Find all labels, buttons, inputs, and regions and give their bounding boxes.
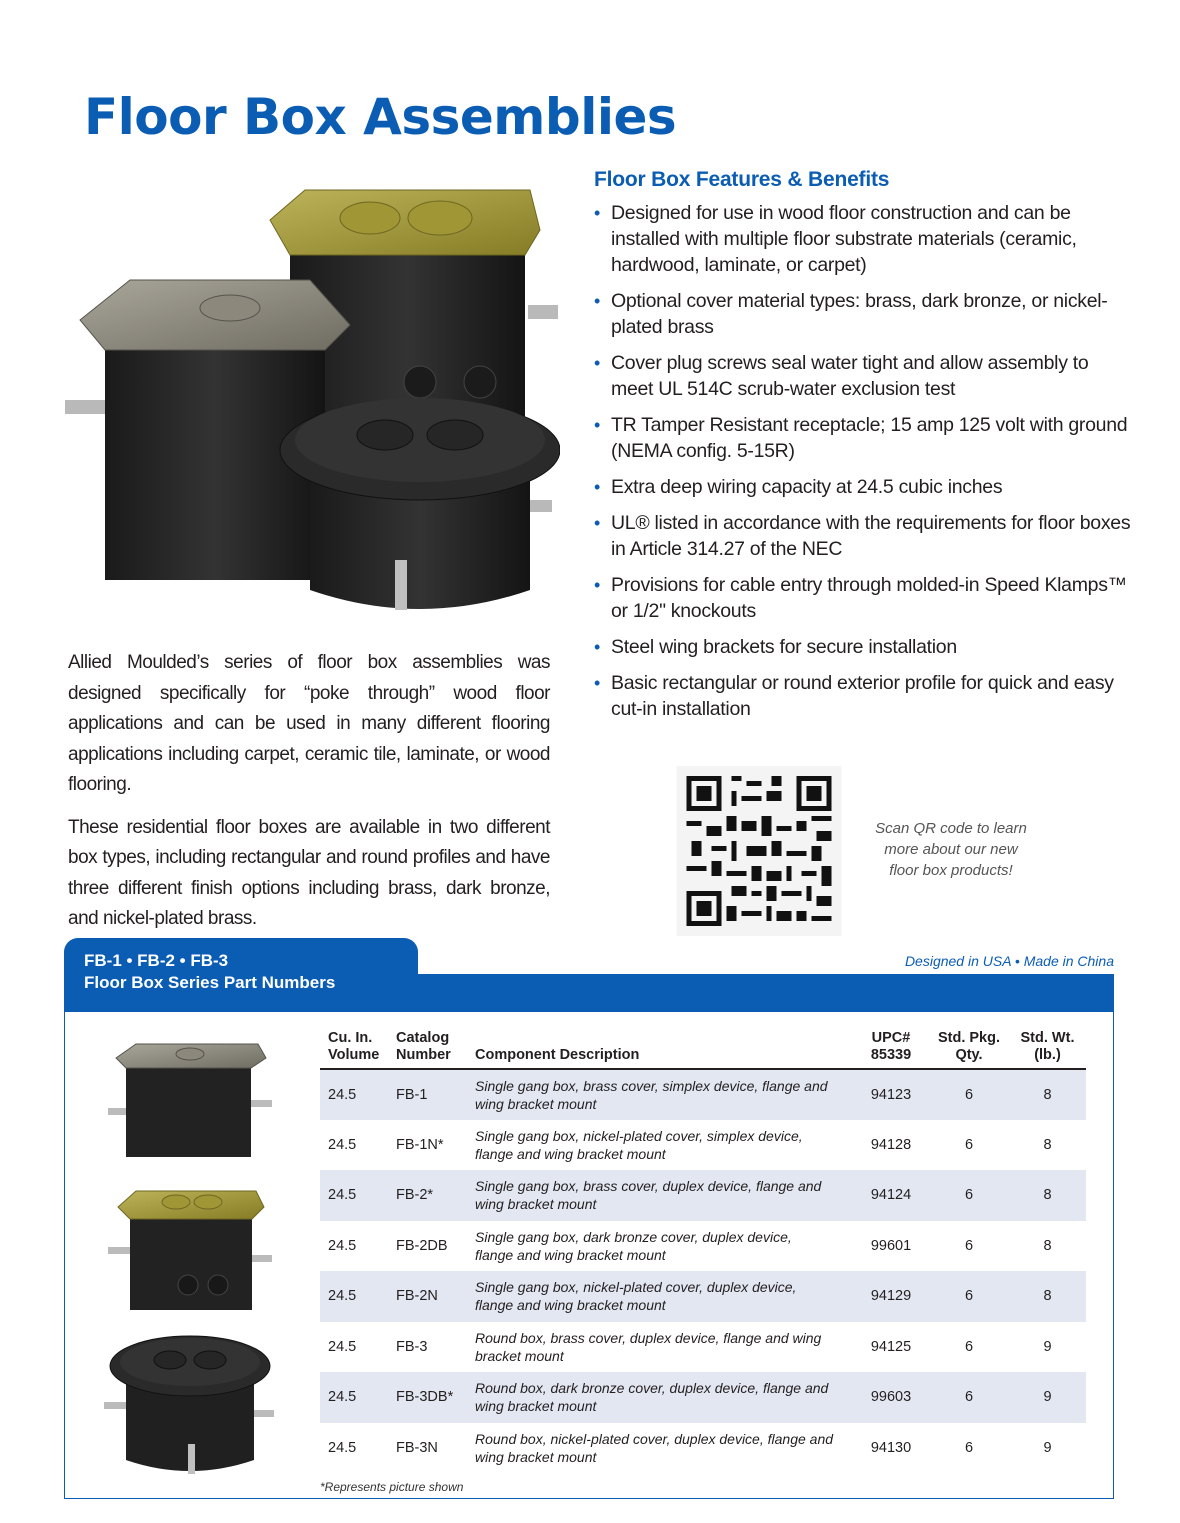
- intro-paragraph: These residential floor boxes are available in two different box types, including rectangular and round profiles and have three different finish options including brass, dark bronze, and nickel-plated brass.: [68, 816, 550, 929]
- table-row: [320, 1423, 1086, 1474]
- table-footnote: *Represents picture shown: [320, 1480, 464, 1494]
- bullet-icon: •: [594, 673, 601, 693]
- cell-pkg: 6: [964, 1136, 974, 1153]
- features-heading: Floor Box Features & Benefits: [594, 168, 890, 191]
- brass-box-thumbnail: [108, 1185, 274, 1313]
- series-label: FB-1 • FB-2 • FB-3: [84, 951, 229, 970]
- cell-catalog: FB-3DB*: [388, 1372, 467, 1423]
- feature-item: • Extra deep wiring capacity at 24.5 cubic inches: [594, 476, 1003, 498]
- cell-upc: 94124: [853, 1170, 929, 1221]
- section-tab: [64, 938, 418, 1000]
- table-row: [320, 1170, 1086, 1221]
- cell-weight: 8: [1009, 1271, 1086, 1322]
- cell-weight: 8: [1009, 1170, 1086, 1221]
- cell-weight: 8: [1043, 1237, 1052, 1254]
- cell-catalog: FB-3: [396, 1338, 428, 1355]
- features-list: [594, 200, 1134, 722]
- cell-volume: 24.5: [328, 1136, 357, 1153]
- page-title: Floor Box Assemblies: [84, 88, 677, 146]
- feature-item: • Provisions for cable entry through molded-in Speed Klamps™ or 1/2" knockouts: [594, 574, 1127, 622]
- header-description: Component Description: [467, 1030, 853, 1069]
- cell-weight: 9: [1043, 1338, 1052, 1355]
- cell-pkg: 6: [929, 1069, 1009, 1120]
- cell-description: Single gang box, dark bronze cover, duplex device, flange and wing bracket mount: [475, 1228, 792, 1263]
- floor-box-product-photo: [60, 160, 560, 630]
- section-subtitle: Floor Box Series Part Numbers: [84, 973, 336, 992]
- bullet-icon: •: [594, 353, 601, 373]
- header-catalog: Catalog Number: [388, 1030, 467, 1069]
- table-row: [320, 1120, 1086, 1171]
- qr-code-icon[interactable]: [676, 766, 842, 936]
- cell-catalog: FB-2*: [388, 1170, 467, 1221]
- bullet-icon: •: [594, 513, 601, 533]
- cell-pkg: 6: [929, 1372, 1009, 1423]
- cell-description: Single gang box, nickel-plated cover, simplex device, flange and wing bracket mount: [475, 1127, 803, 1162]
- cell-upc: 99603: [853, 1372, 929, 1423]
- parts-table: [320, 1030, 1086, 1473]
- cell-description: Single gang box, brass cover, simplex device, flange and wing bracket mount: [467, 1069, 853, 1120]
- cell-weight: 9: [1043, 1439, 1052, 1456]
- cell-catalog: FB-3N: [396, 1439, 438, 1456]
- intro-text: [68, 648, 550, 947]
- round-floor-box: [280, 398, 560, 610]
- cell-upc: 94125: [870, 1338, 912, 1355]
- qr-caption: Scan QR code to learn more about our new floor box products!: [875, 820, 1027, 879]
- header-weight: Std. Wt. (lb.): [1009, 1030, 1086, 1069]
- intro-paragraph: Allied Moulded’s series of floor box assemblies was designed specifically for “poke through” wood floor applications and can be used in many different flooring applications including carpet, ceramic tile, laminate, or wood flooring.: [68, 652, 550, 795]
- header-volume: Cu. In. Volume: [320, 1030, 388, 1069]
- table-row: [320, 1221, 1086, 1272]
- table-header-row: [320, 1030, 1086, 1069]
- cell-description: Round box, nickel-plated cover, duplex device, flange and wing bracket mount: [475, 1430, 834, 1465]
- cell-description: Single gang box, nickel-plated cover, duplex device, flange and wing bracket mount: [467, 1271, 853, 1322]
- feature-item: • Optional cover material types: brass, dark bronze, or nickel-plated brass: [594, 290, 1108, 338]
- cell-volume: 24.5: [328, 1338, 357, 1355]
- cell-upc: 94123: [853, 1069, 929, 1120]
- nickel-box-thumbnail: [108, 1040, 274, 1160]
- cell-upc: 94128: [870, 1136, 912, 1153]
- feature-item: • Cover plug screws seal water tight and allow assembly to meet UL 514C scrub-water exclusion test: [594, 352, 1089, 400]
- header-upc: UPC# 85339: [853, 1030, 929, 1069]
- bullet-icon: •: [594, 477, 601, 497]
- cell-volume: 24.5: [328, 1237, 357, 1254]
- cell-description: Single gang box, brass cover, duplex device, flange and wing bracket mount: [467, 1170, 853, 1221]
- table-row: [320, 1069, 1086, 1120]
- feature-item: • UL® listed in accordance with the requirements for floor boxes in Article 314.27 of the NEC: [594, 512, 1131, 560]
- cell-description: Round box, dark bronze cover, duplex device, flange and wing bracket mount: [467, 1372, 853, 1423]
- cell-upc: 99601: [870, 1237, 912, 1254]
- cell-volume: 24.5: [320, 1069, 388, 1120]
- feature-item: • Designed for use in wood floor construction and can be installed with multiple floor substrate materials (ceramic, hardwood, laminate, or carpet): [594, 202, 1077, 276]
- cell-upc: 94129: [853, 1271, 929, 1322]
- cell-volume: 24.5: [328, 1439, 357, 1456]
- cell-catalog: FB-2DB: [396, 1237, 448, 1254]
- cell-catalog: FB-2N: [388, 1271, 467, 1322]
- bullet-icon: •: [594, 203, 601, 223]
- cell-catalog: FB-1N*: [396, 1136, 444, 1153]
- cell-weight: 8: [1009, 1069, 1086, 1120]
- header-pkg: Std. Pkg. Qty.: [929, 1030, 1009, 1069]
- bullet-icon: •: [594, 415, 601, 435]
- cell-description: Round box, brass cover, duplex device, flange and wing bracket mount: [475, 1329, 822, 1364]
- table-row: [320, 1372, 1086, 1423]
- cell-pkg: 6: [964, 1237, 974, 1254]
- cell-volume: 24.5: [320, 1170, 388, 1221]
- feature-item: • Basic rectangular or round exterior profile for quick and easy cut-in installation: [594, 672, 1114, 720]
- origin-note: Designed in USA • Made in China: [904, 953, 1114, 969]
- feature-item: • Steel wing brackets for secure installation: [594, 636, 957, 658]
- cell-pkg: 6: [964, 1439, 974, 1456]
- cell-weight: 9: [1009, 1372, 1086, 1423]
- bullet-icon: •: [594, 637, 601, 657]
- table-row: [320, 1271, 1086, 1322]
- feature-item: • TR Tamper Resistant receptacle; 15 amp 125 volt with ground (NEMA config. 5-15R): [594, 414, 1128, 462]
- table-row: [320, 1322, 1086, 1373]
- cell-volume: 24.5: [320, 1271, 388, 1322]
- cell-pkg: 6: [929, 1170, 1009, 1221]
- cell-volume: 24.5: [320, 1372, 388, 1423]
- features-section: [594, 168, 1134, 732]
- bullet-icon: •: [594, 575, 601, 595]
- cell-catalog: FB-1: [388, 1069, 467, 1120]
- cell-pkg: 6: [964, 1338, 974, 1355]
- cell-pkg: 6: [929, 1271, 1009, 1322]
- cell-upc: 94130: [870, 1439, 912, 1456]
- round-box-thumbnail: [104, 1332, 276, 1480]
- cell-weight: 8: [1043, 1136, 1052, 1153]
- bullet-icon: •: [594, 291, 601, 311]
